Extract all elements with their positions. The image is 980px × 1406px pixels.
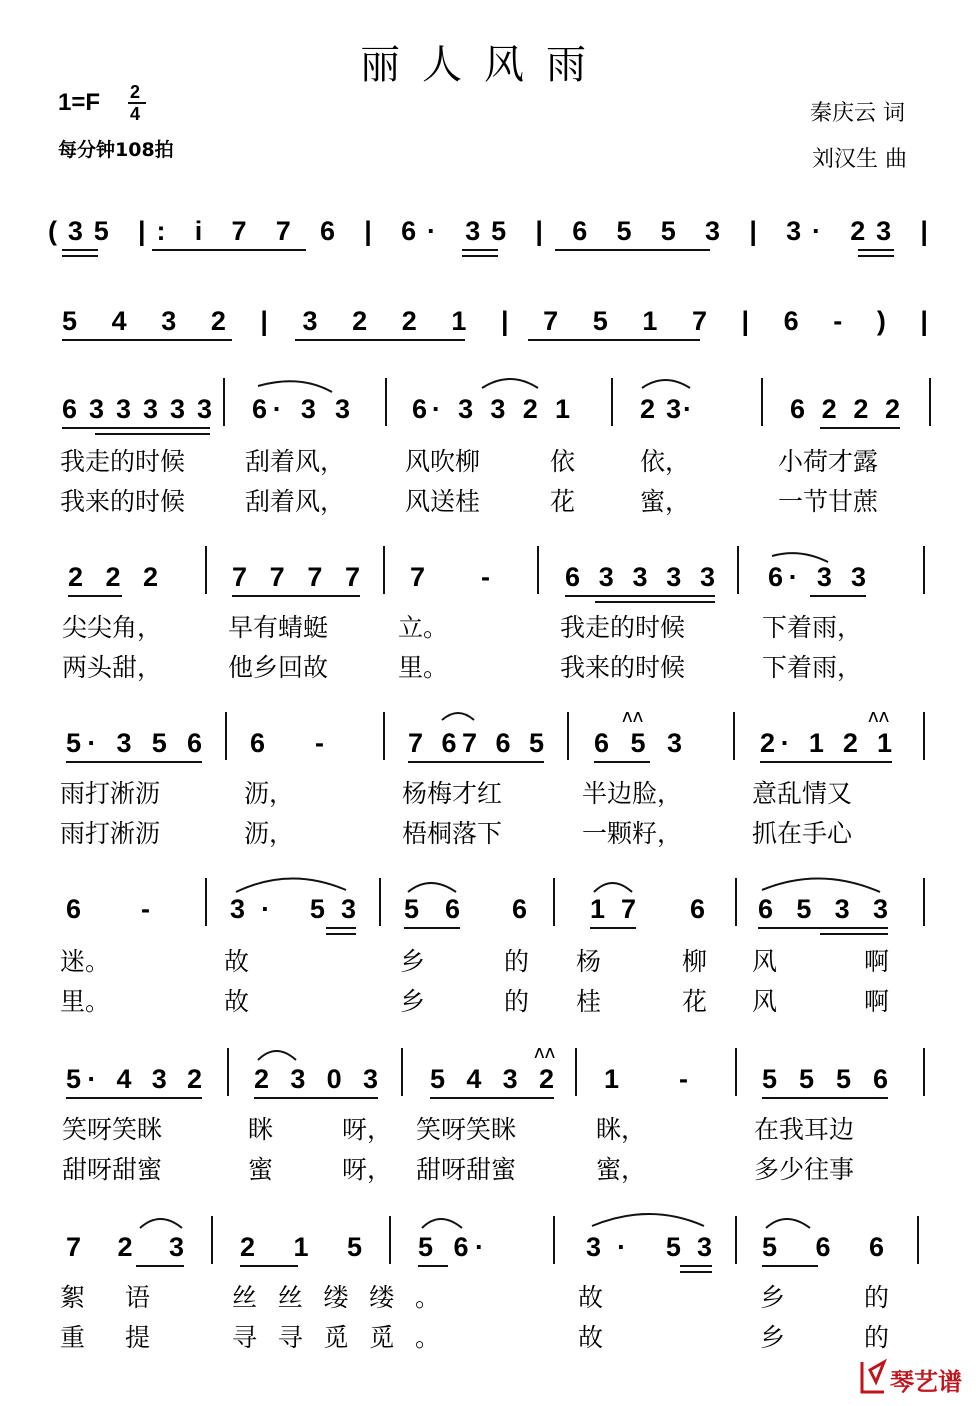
watermark-logo xyxy=(862,1362,962,1396)
song-title: 丽人风雨 xyxy=(360,42,608,88)
row-6-measure-1: 7 2 3 xyxy=(66,1232,184,1262)
row-5-measure-3: 5 4 3 2 xyxy=(430,1064,554,1094)
row-6-lyric-2-e: 的 xyxy=(864,1323,890,1352)
row-5-lyric-1-c: 呀， xyxy=(342,1115,393,1144)
intro-line-1 xyxy=(48,216,928,256)
row-5-lyric-2-a: 甜呀甜蜜 xyxy=(62,1155,163,1184)
row-1-lyric-2-b: 刮着风， xyxy=(245,487,346,516)
row-1-lyric-1-c: 风吹柳 xyxy=(405,447,481,476)
row-2-lyric-2-c: 里。 xyxy=(398,653,449,682)
row-6-lyric-2-c: 故 xyxy=(578,1323,604,1352)
row-4-lyric-2-g: 风 xyxy=(752,987,778,1016)
row-1-lyric-2-f: 一节甘蔗 xyxy=(778,487,879,516)
intro-line-1-text: (35 |: i 7 7 6 | 6· 35 | 6 5 5 3 | 3· 23 | xyxy=(48,216,928,246)
row-1-lyric-1-d: 依 xyxy=(550,447,576,476)
staff-row-4 xyxy=(60,878,924,1016)
intro-line-2 xyxy=(62,306,928,340)
row-2-lyric-1-b: 早有蜻蜓 xyxy=(228,613,329,642)
row-3-measure-2: 6 - xyxy=(250,728,324,758)
row-4-lyric-1-g: 风 xyxy=(752,947,778,976)
row-2-lyric-1-c: 立。 xyxy=(398,613,449,642)
row-5-lyric-1-d: 笑呀笑眯 xyxy=(416,1115,517,1144)
row-5-lyric-1-e: 眯， xyxy=(596,1115,647,1144)
row-4-measure-3: 5 6 xyxy=(404,894,460,924)
row-3-lyric-1-b: 沥， xyxy=(244,779,295,808)
row-4-measure-6: 6 xyxy=(690,894,706,924)
mordent-2: ʌʌ xyxy=(868,706,890,727)
row-4-lyric-1-e: 杨 xyxy=(576,947,602,976)
lyricist: 秦庆云 词 xyxy=(810,101,905,126)
row-1-measure-1: 6 3 3 3 3 3 xyxy=(62,394,212,424)
tempo-marking: 每分钟108拍 xyxy=(58,139,174,161)
row-4-lyric-1-d: 的 xyxy=(504,947,530,976)
row-2-lyric-1-d: 我走的时候 xyxy=(560,613,686,642)
row-2-lyric-2-b: 他乡回故 xyxy=(228,653,329,682)
time-signature-numerator: 2 xyxy=(130,82,141,102)
row-4-lyric-1-a: 迷。 xyxy=(60,947,111,976)
staff-row-1 xyxy=(60,378,930,516)
row-3-lyric-2-b: 沥， xyxy=(244,819,295,848)
row-3-measure-3: 7 67 6 5 xyxy=(408,728,544,758)
staff-row-2 xyxy=(62,546,924,682)
row-2-lyric-1-a: 尖尖角， xyxy=(62,613,163,642)
row-1-measure-3: 6· 3 3 2 1 xyxy=(412,394,570,424)
row-1-measure-4: 2 3· xyxy=(640,394,692,424)
staff-row-5 xyxy=(62,1042,924,1184)
row-6-measure-2: 2 1 5 xyxy=(240,1232,362,1262)
time-signature-denominator: 4 xyxy=(130,104,141,124)
row-5-lyric-1-f: 在我耳边 xyxy=(754,1115,855,1144)
row-2-measure-2: 7 7 7 7 xyxy=(232,562,360,592)
key-signature: 1=F xyxy=(58,89,101,116)
row-1-lyric-2-d: 花 xyxy=(550,487,576,516)
row-5-lyric-1-b: 眯 xyxy=(248,1115,274,1144)
mordent-1: ʌʌ xyxy=(622,706,644,727)
mordent-3: ʌʌ xyxy=(534,1042,556,1063)
row-2-lyric-2-a: 两头甜， xyxy=(62,653,163,682)
row-6-lyric-1-c: 故 xyxy=(578,1283,604,1312)
row-1-lyric-2-e: 蜜， xyxy=(640,487,691,516)
row-6-measure-4: 3· 53 xyxy=(586,1232,712,1262)
row-3-lyric-1-d: 半边脸， xyxy=(582,779,683,808)
row-4-lyric-2-c: 乡 xyxy=(400,987,426,1016)
row-2-measure-4: 6 3 3 3 3 xyxy=(565,562,715,592)
row-3-measure-4: 6 5 3 xyxy=(594,728,682,758)
row-2-lyric-2-e: 下着雨， xyxy=(762,653,863,682)
row-3-lyric-2-c: 梧桐落下 xyxy=(402,819,503,848)
composer: 刘汉生 曲 xyxy=(812,147,907,172)
row-6-lyric-1-d: 乡 xyxy=(760,1283,786,1312)
row-4-lyric-2-h: 啊 xyxy=(864,987,890,1016)
row-5-lyric-2-e: 蜜， xyxy=(596,1155,647,1184)
row-4-lyric-2-d: 的 xyxy=(504,987,530,1016)
row-3-lyric-2-d: 一颗籽， xyxy=(582,819,683,848)
intro-line-2-text: 5 4 3 2 | 3 2 2 1 | 7 5 1 7 | 6 - ) | xyxy=(62,306,928,336)
row-4-lyric-2-f: 花 xyxy=(682,987,708,1016)
row-5-measure-2: 2 3 0 3 xyxy=(254,1064,378,1094)
row-5-lyric-2-d: 甜呀甜蜜 xyxy=(416,1155,517,1184)
row-6-measure-3: 5 6· xyxy=(418,1232,484,1262)
row-2-lyric-2-d: 我来的时候 xyxy=(560,653,686,682)
row-4-lyric-2-b: 故 xyxy=(224,987,250,1016)
row-3-measure-1: 5· 3 5 6 xyxy=(66,728,202,758)
row-3-lyric-2-e: 抓在手心 xyxy=(752,819,853,848)
row-6-lyric-1-b: 丝丝缕缕。 xyxy=(232,1283,440,1312)
row-6-lyric-2-b: 寻寻觅觅。 xyxy=(232,1323,440,1352)
staff-row-3 xyxy=(60,706,924,848)
row-1-lyric-1-e: 依， xyxy=(640,447,691,476)
row-5-lyric-2-f: 多少往事 xyxy=(754,1155,855,1184)
row-4-lyric-1-h: 啊 xyxy=(864,947,890,976)
row-2-lyric-1-e: 下着雨， xyxy=(762,613,863,642)
row-3-lyric-1-e: 意乱情又 xyxy=(752,779,853,808)
row-1-lyric-2-c: 风送桂 xyxy=(405,487,481,516)
row-5-lyric-1-a: 笑呀笑眯 xyxy=(62,1115,163,1144)
row-1-lyric-1-b: 刮着风， xyxy=(245,447,346,476)
row-1-lyric-2-a: 我来的时候 xyxy=(60,487,186,516)
row-5-lyric-2-c: 呀， xyxy=(342,1155,393,1184)
staff-row-6 xyxy=(60,1214,918,1352)
row-4-measure-1: 6 - xyxy=(66,894,150,924)
row-6-lyric-2-d: 乡 xyxy=(760,1323,786,1352)
row-4-lyric-1-c: 乡 xyxy=(400,947,426,976)
row-5-measure-5: 5 5 5 6 xyxy=(762,1064,888,1094)
row-3-lyric-1-a: 雨打淅沥 xyxy=(60,779,161,808)
row-2-measure-3: 7 - xyxy=(410,562,490,592)
row-5-measure-4: 1 - xyxy=(604,1064,688,1094)
row-5-lyric-2-b: 蜜 xyxy=(248,1155,274,1184)
watermark-text: 琴艺谱 xyxy=(890,1368,962,1396)
row-1-lyric-1-f: 小荷才露 xyxy=(778,447,879,476)
row-2-measure-1: 2 2 2 xyxy=(68,562,158,592)
row-6-lyric-1-e: 的 xyxy=(864,1283,890,1312)
row-6-lyric-2-a: 重提 xyxy=(60,1323,150,1352)
row-1-measure-2: 6· 3 3 xyxy=(252,394,350,424)
row-4-measure-5: 1 7 xyxy=(590,894,636,924)
row-6-lyric-1-a: 絮语 xyxy=(60,1283,150,1312)
row-2-measure-5: 6· 3 3 xyxy=(768,562,866,592)
row-3-measure-5: 2· 1 2 1 xyxy=(760,728,892,758)
row-4-measure-2: 3· 53 xyxy=(230,894,356,924)
row-1-lyric-1-a: 我走的时候 xyxy=(60,447,186,476)
row-3-lyric-2-a: 雨打淅沥 xyxy=(60,819,161,848)
row-6-measure-5: 5 6 6 xyxy=(762,1232,884,1262)
row-4-lyric-2-a: 里。 xyxy=(60,987,111,1016)
row-4-lyric-1-f: 柳 xyxy=(682,947,708,976)
row-5-measure-1: 5· 4 3 2 xyxy=(66,1064,202,1094)
row-1-measure-5: 6 2 2 2 xyxy=(790,394,900,424)
row-4-lyric-2-e: 桂 xyxy=(576,987,602,1016)
row-4-lyric-1-b: 故 xyxy=(224,947,250,976)
row-3-lyric-1-c: 杨梅才红 xyxy=(402,779,503,808)
watermark-icon xyxy=(862,1362,884,1392)
row-4-measure-7: 6 5 3 3 xyxy=(758,894,888,924)
row-4-measure-4: 6 xyxy=(512,894,528,924)
